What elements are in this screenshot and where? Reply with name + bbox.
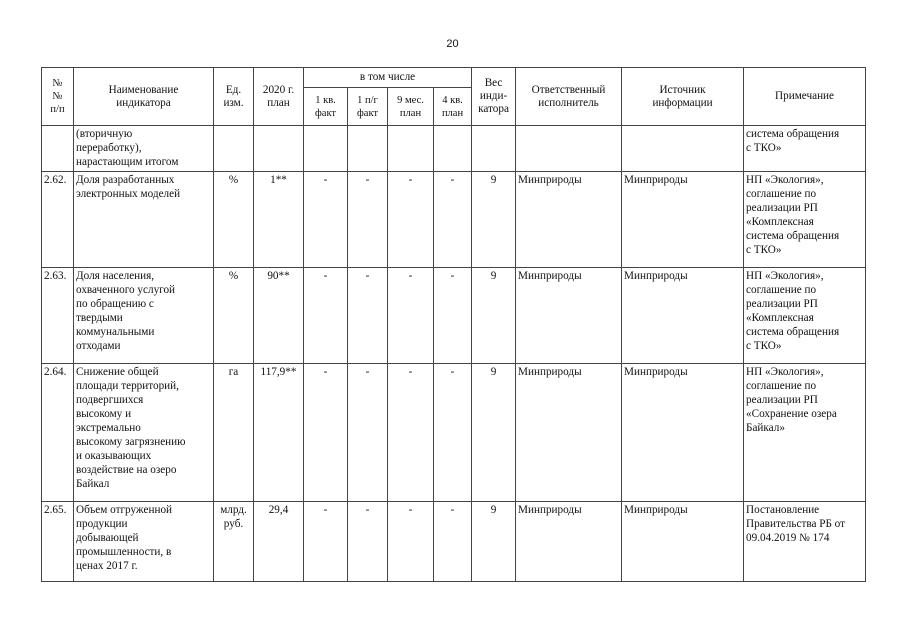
header-h1: 1 п/г факт [348, 88, 388, 126]
cell-indicator-name: Доля населения, охваченного услугой по обращению с твердыми коммунальными отходами [74, 268, 214, 364]
cell-q1-fact: - [304, 502, 348, 582]
cell-note: НП «Экология», соглашение по реализации РП «Сохранение озера Байкал» [744, 364, 866, 502]
cell-h1-fact: - [348, 364, 388, 502]
cell-q4-plan: - [434, 502, 472, 582]
cell-q4-plan: - [434, 364, 472, 502]
cell-plan-2020: 117,9** [254, 364, 304, 502]
cell-information-source: Минприроды [622, 172, 744, 268]
cell-indicator-weight: 9 [472, 172, 516, 268]
cell-information-source [622, 126, 744, 172]
cell-9m-plan [388, 126, 434, 172]
header-num: № № п/п [42, 68, 74, 126]
table-row [42, 268, 866, 364]
cell-indicator-weight: 9 [472, 502, 516, 582]
cell-note: НП «Экология», соглашение по реализации РП «Комплексная система обращения с ТКО» [744, 172, 866, 268]
header-weight: Вес инди- катора [472, 68, 516, 126]
cell-plan-2020 [254, 126, 304, 172]
cell-indicator-weight: 9 [472, 268, 516, 364]
header-name: Наименование индикатора [74, 68, 214, 126]
page-number: 20 [446, 38, 459, 50]
table-header [42, 68, 866, 126]
header-9m: 9 мес. план [388, 88, 434, 126]
cell-note: Постановление Правительства РБ от 09.04.2019 № 174 [744, 502, 866, 582]
cell-row-number: 2.64. [42, 364, 74, 502]
cell-information-source: Минприроды [622, 502, 744, 582]
header-source: Источник информации [622, 68, 744, 126]
cell-responsible-executor: Минприроды [516, 172, 622, 268]
cell-h1-fact: - [348, 502, 388, 582]
cell-h1-fact: - [348, 172, 388, 268]
cell-row-number: 2.63. [42, 268, 74, 364]
cell-information-source: Минприроды [622, 268, 744, 364]
cell-9m-plan: - [388, 364, 434, 502]
header-q1: 1 кв. факт [304, 88, 348, 126]
table-row [42, 172, 866, 268]
header-unit: Ед. изм. [214, 68, 254, 126]
header-q4: 4 кв. план [434, 88, 472, 126]
cell-indicator-name: Доля разработанных электронных моделей [74, 172, 214, 268]
cell-q1-fact [304, 126, 348, 172]
cell-plan-2020: 1** [254, 172, 304, 268]
cell-row-number [42, 126, 74, 172]
cell-information-source: Минприроды [622, 364, 744, 502]
header-including: в том числе [304, 68, 472, 88]
cell-unit [214, 126, 254, 172]
cell-q1-fact: - [304, 364, 348, 502]
cell-responsible-executor: Минприроды [516, 268, 622, 364]
cell-note: НП «Экология», соглашение по реализации РП «Комплексная система обращения с ТКО» [744, 268, 866, 364]
cell-h1-fact: - [348, 268, 388, 364]
cell-9m-plan: - [388, 268, 434, 364]
header-responsible: Ответственный исполнитель [516, 68, 622, 126]
cell-h1-fact [348, 126, 388, 172]
cell-unit: млрд. руб. [214, 502, 254, 582]
cell-unit: % [214, 268, 254, 364]
cell-plan-2020: 90** [254, 268, 304, 364]
cell-9m-plan: - [388, 502, 434, 582]
cell-plan-2020: 29,4 [254, 502, 304, 582]
cell-responsible-executor: Минприроды [516, 364, 622, 502]
cell-9m-plan: - [388, 172, 434, 268]
cell-indicator-weight [472, 126, 516, 172]
table-body [42, 126, 866, 582]
cell-row-number: 2.65. [42, 502, 74, 582]
cell-q4-plan: - [434, 268, 472, 364]
cell-note: система обращения с ТКО» [744, 126, 866, 172]
cell-indicator-name: Снижение общей площади территорий, подвергшихся высокому и экстремально высокому загрязнению и оказывающих воздействие на озеро Байкал [74, 364, 214, 502]
cell-q4-plan [434, 126, 472, 172]
cell-q4-plan: - [434, 172, 472, 268]
cell-q1-fact: - [304, 172, 348, 268]
cell-row-number: 2.62. [42, 172, 74, 268]
indicators-table [41, 67, 866, 582]
cell-responsible-executor: Минприроды [516, 502, 622, 582]
cell-q1-fact: - [304, 268, 348, 364]
cell-indicator-name: (вторичную переработку), нарастающим итогом [74, 126, 214, 172]
cell-indicator-name: Объем отгруженной продукции добывающей промышленности, в ценах 2017 г. [74, 502, 214, 582]
table-row [42, 126, 866, 172]
table-row [42, 364, 866, 502]
header-note: Примечание [744, 68, 866, 126]
cell-unit: га [214, 364, 254, 502]
table-row [42, 502, 866, 582]
cell-unit: % [214, 172, 254, 268]
header-plan-2020: 2020 г. план [254, 68, 304, 126]
cell-indicator-weight: 9 [472, 364, 516, 502]
cell-responsible-executor [516, 126, 622, 172]
